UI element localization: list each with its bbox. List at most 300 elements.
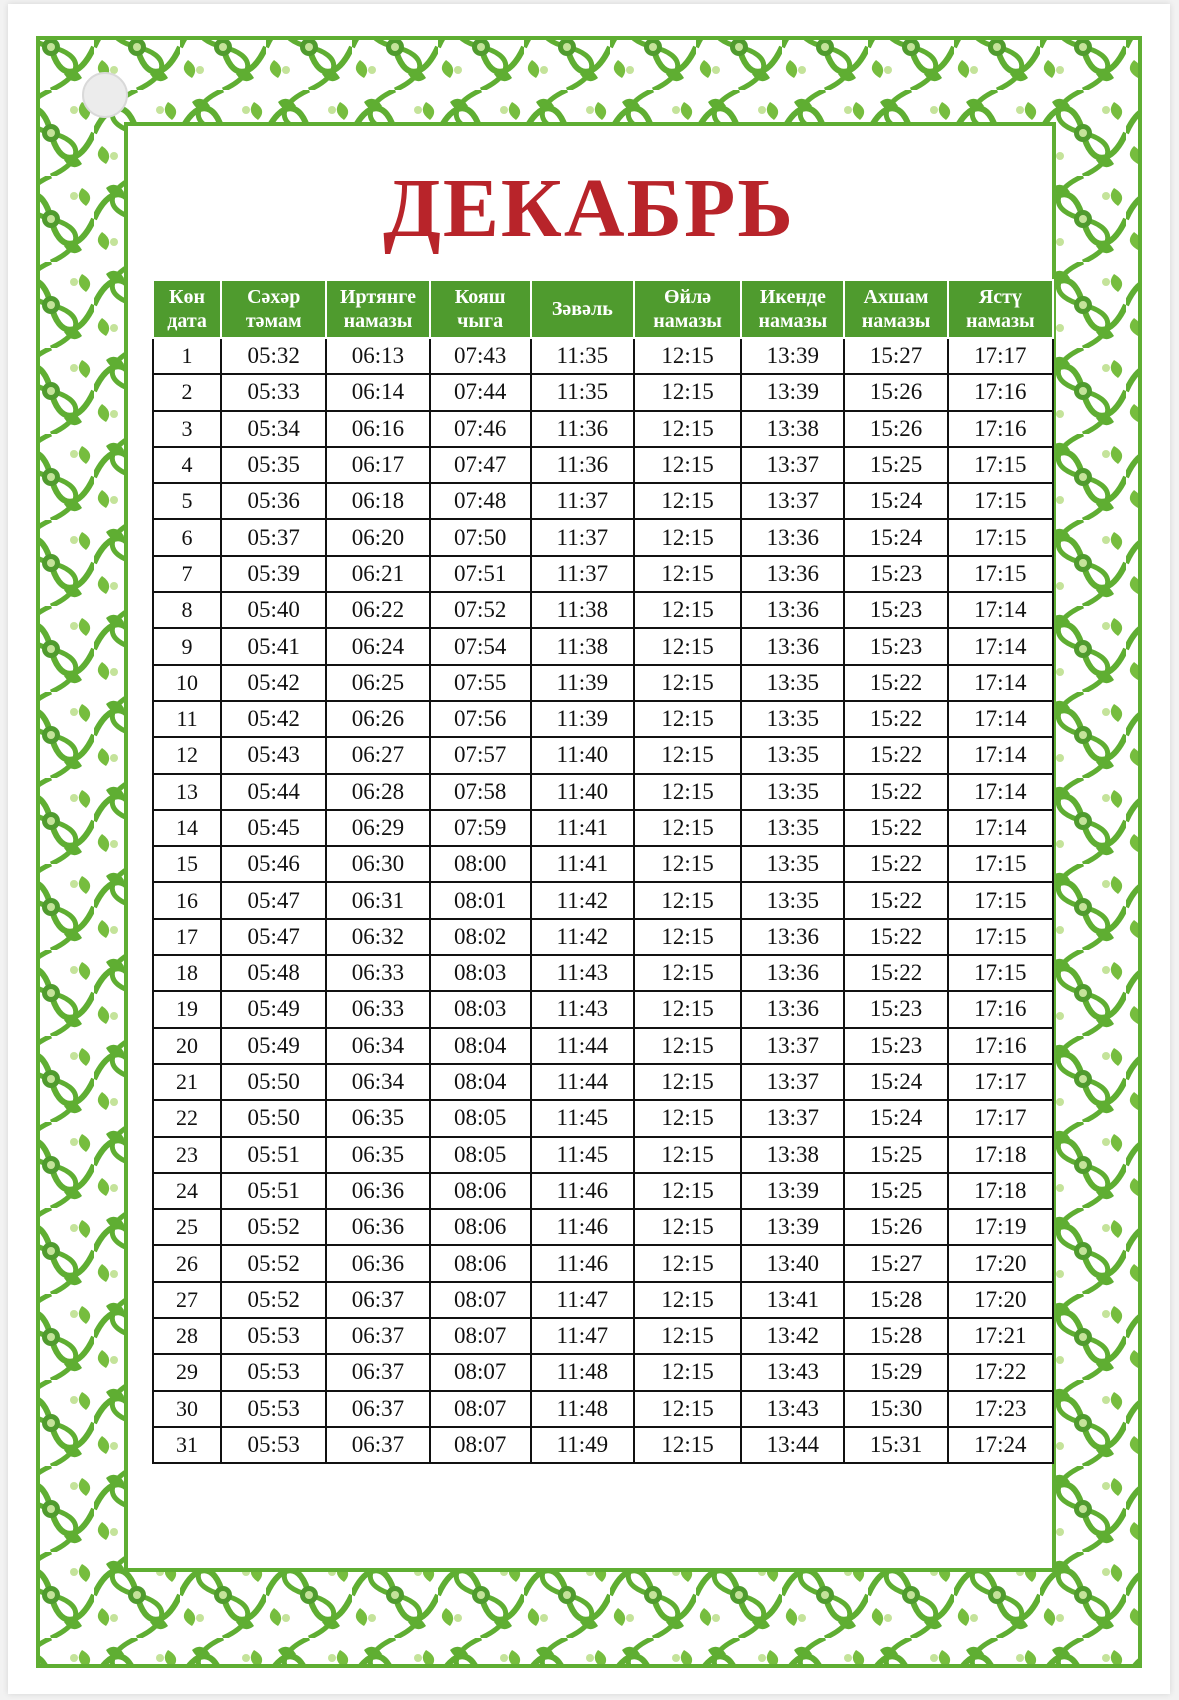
cell-yastu: 17:22	[948, 1354, 1053, 1390]
cell-ikende: 13:35	[741, 882, 844, 918]
cell-sahar: 05:51	[221, 1137, 326, 1173]
table-row	[153, 846, 1053, 882]
cell-ikende: 13:39	[741, 1173, 844, 1209]
cell-day: 31	[153, 1427, 221, 1463]
cell-yastu: 17:15	[948, 519, 1053, 555]
cell-zavel: 11:41	[531, 846, 634, 882]
cell-akhsham: 15:22	[844, 774, 947, 810]
cell-oyle: 12:15	[634, 1391, 741, 1427]
cell-day: 14	[153, 810, 221, 846]
cell-sahar: 05:37	[221, 519, 326, 555]
header-line: Ахшам	[863, 286, 929, 308]
cell-yastu: 17:15	[948, 919, 1053, 955]
cell-oyle: 12:15	[634, 955, 741, 991]
cell-yastu: 17:14	[948, 810, 1053, 846]
cell-yastu: 17:14	[948, 737, 1053, 773]
cell-sahar: 05:47	[221, 919, 326, 955]
header-line: намазы	[861, 310, 931, 332]
table-row	[153, 519, 1053, 555]
cell-yastu: 17:14	[948, 774, 1053, 810]
table-row	[153, 1391, 1053, 1427]
cell-ikende: 13:36	[741, 991, 844, 1027]
header-line: Иртянге	[339, 286, 416, 308]
cell-sahar: 05:48	[221, 955, 326, 991]
cell-irtyange: 06:22	[326, 592, 429, 628]
cell-akhsham: 15:25	[844, 1173, 947, 1209]
table-row	[153, 1318, 1053, 1354]
cell-sahar: 05:43	[221, 737, 326, 773]
cell-zavel: 11:39	[531, 701, 634, 737]
cell-akhsham: 15:24	[844, 483, 947, 519]
cell-yastu: 17:14	[948, 701, 1053, 737]
cell-koyash: 08:03	[430, 955, 531, 991]
cell-ikende: 13:44	[741, 1427, 844, 1463]
cell-oyle: 12:15	[634, 1427, 741, 1463]
table-row	[153, 628, 1053, 664]
cell-irtyange: 06:25	[326, 665, 429, 701]
cell-yastu: 17:20	[948, 1245, 1053, 1281]
cell-koyash: 08:05	[430, 1100, 531, 1136]
cell-koyash: 07:57	[430, 737, 531, 773]
cell-oyle: 12:15	[634, 810, 741, 846]
table-row	[153, 665, 1053, 701]
cell-sahar: 05:53	[221, 1318, 326, 1354]
header-zavel	[531, 280, 634, 338]
cell-irtyange: 06:36	[326, 1209, 429, 1245]
header-line: тәмам	[245, 310, 302, 332]
cell-yastu: 17:16	[948, 1028, 1053, 1064]
cell-ikende: 13:37	[741, 483, 844, 519]
cell-yastu: 17:18	[948, 1137, 1053, 1173]
cell-ikende: 13:39	[741, 1209, 844, 1245]
header-line: намазы	[653, 310, 722, 332]
cell-akhsham: 15:26	[844, 1209, 947, 1245]
cell-yastu: 17:21	[948, 1318, 1053, 1354]
cell-sahar: 05:40	[221, 592, 326, 628]
cell-ikende: 13:35	[741, 810, 844, 846]
cell-zavel: 11:48	[531, 1354, 634, 1390]
table-row	[153, 810, 1053, 846]
cell-irtyange: 06:13	[326, 338, 429, 374]
cell-yastu: 17:23	[948, 1391, 1053, 1427]
cell-koyash: 08:06	[430, 1245, 531, 1281]
cell-akhsham: 15:25	[844, 447, 947, 483]
cell-zavel: 11:38	[531, 592, 634, 628]
cell-ikende: 13:36	[741, 628, 844, 664]
cell-irtyange: 06:37	[326, 1318, 429, 1354]
header-line: Зәвәль	[551, 298, 613, 320]
table-row	[153, 955, 1053, 991]
cell-zavel: 11:38	[531, 628, 634, 664]
cell-day: 24	[153, 1173, 221, 1209]
cell-akhsham: 15:28	[844, 1318, 947, 1354]
cell-koyash: 08:02	[430, 919, 531, 955]
cell-ikende: 13:37	[741, 1028, 844, 1064]
prayer-times-table	[152, 279, 1054, 1464]
cell-yastu: 17:16	[948, 411, 1053, 447]
cell-oyle: 12:15	[634, 846, 741, 882]
cell-oyle: 12:15	[634, 411, 741, 447]
cell-akhsham: 15:23	[844, 628, 947, 664]
cell-yastu: 17:14	[948, 628, 1053, 664]
header-day	[153, 280, 221, 338]
cell-sahar: 05:52	[221, 1282, 326, 1318]
cell-koyash: 07:56	[430, 701, 531, 737]
cell-akhsham: 15:27	[844, 1245, 947, 1281]
cell-ikende: 13:36	[741, 919, 844, 955]
cell-koyash: 07:47	[430, 447, 531, 483]
cell-day: 23	[153, 1137, 221, 1173]
cell-koyash: 07:58	[430, 774, 531, 810]
cell-irtyange: 06:24	[326, 628, 429, 664]
cell-ikende: 13:35	[741, 737, 844, 773]
cell-oyle: 12:15	[634, 1282, 741, 1318]
cell-day: 7	[153, 556, 221, 592]
cell-akhsham: 15:27	[844, 338, 947, 374]
cell-yastu: 17:15	[948, 882, 1053, 918]
cell-koyash: 08:04	[430, 1028, 531, 1064]
cell-irtyange: 06:14	[326, 374, 429, 410]
cell-ikende: 13:37	[741, 1064, 844, 1100]
cell-irtyange: 06:35	[326, 1100, 429, 1136]
table-row	[153, 374, 1053, 410]
cell-sahar: 05:52	[221, 1245, 326, 1281]
cell-oyle: 12:15	[634, 1354, 741, 1390]
table-row	[153, 483, 1053, 519]
header-line: намазы	[965, 310, 1035, 332]
cell-zavel: 11:37	[531, 519, 634, 555]
cell-oyle: 12:15	[634, 556, 741, 592]
cell-zavel: 11:47	[531, 1282, 634, 1318]
cell-koyash: 07:44	[430, 374, 531, 410]
cell-koyash: 07:54	[430, 628, 531, 664]
cell-zavel: 11:49	[531, 1427, 634, 1463]
cell-ikende: 13:36	[741, 955, 844, 991]
cell-day: 20	[153, 1028, 221, 1064]
prayer-times-table-wrapper	[152, 279, 1054, 1464]
cell-koyash: 07:43	[430, 338, 531, 374]
cell-akhsham: 15:22	[844, 665, 947, 701]
cell-yastu: 17:17	[948, 338, 1053, 374]
cell-akhsham: 15:26	[844, 411, 947, 447]
cell-irtyange: 06:30	[326, 846, 429, 882]
cell-zavel: 11:46	[531, 1209, 634, 1245]
cell-yastu: 17:16	[948, 374, 1053, 410]
cell-zavel: 11:41	[531, 810, 634, 846]
cell-zavel: 11:45	[531, 1137, 634, 1173]
cell-sahar: 05:49	[221, 1028, 326, 1064]
cell-irtyange: 06:33	[326, 991, 429, 1027]
header-line: Сәхәр	[247, 286, 301, 308]
cell-irtyange: 06:37	[326, 1282, 429, 1318]
cell-irtyange: 06:34	[326, 1064, 429, 1100]
cell-ikende: 13:35	[741, 701, 844, 737]
table-row	[153, 701, 1053, 737]
cell-ikende: 13:36	[741, 592, 844, 628]
table-row	[153, 1100, 1053, 1136]
cell-sahar: 05:50	[221, 1064, 326, 1100]
cell-oyle: 12:15	[634, 338, 741, 374]
cell-zavel: 11:42	[531, 919, 634, 955]
cell-oyle: 12:15	[634, 447, 741, 483]
cell-ikende: 13:42	[741, 1318, 844, 1354]
cell-oyle: 12:15	[634, 774, 741, 810]
cell-koyash: 08:06	[430, 1209, 531, 1245]
cell-koyash: 08:03	[430, 991, 531, 1027]
table-row	[153, 1173, 1053, 1209]
cell-ikende: 13:35	[741, 774, 844, 810]
cell-irtyange: 06:37	[326, 1427, 429, 1463]
cell-zavel: 11:42	[531, 882, 634, 918]
cell-irtyange: 06:36	[326, 1245, 429, 1281]
cell-sahar: 05:53	[221, 1354, 326, 1390]
cell-zavel: 11:40	[531, 737, 634, 773]
cell-zavel: 11:35	[531, 338, 634, 374]
cell-day: 26	[153, 1245, 221, 1281]
table-row	[153, 447, 1053, 483]
cell-koyash: 08:07	[430, 1354, 531, 1390]
cell-yastu: 17:18	[948, 1173, 1053, 1209]
cell-irtyange: 06:17	[326, 447, 429, 483]
cell-koyash: 08:05	[430, 1137, 531, 1173]
cell-day: 25	[153, 1209, 221, 1245]
cell-yastu: 17:20	[948, 1282, 1053, 1318]
table-row	[153, 1427, 1053, 1463]
cell-sahar: 05:50	[221, 1100, 326, 1136]
cell-ikende: 13:36	[741, 556, 844, 592]
cell-irtyange: 06:33	[326, 955, 429, 991]
cell-oyle: 12:15	[634, 483, 741, 519]
cell-akhsham: 15:24	[844, 1064, 947, 1100]
cell-day: 22	[153, 1100, 221, 1136]
cell-zavel: 11:35	[531, 374, 634, 410]
cell-yastu: 17:19	[948, 1209, 1053, 1245]
cell-oyle: 12:15	[634, 991, 741, 1027]
cell-zavel: 11:44	[531, 1064, 634, 1100]
cell-sahar: 05:34	[221, 411, 326, 447]
cell-sahar: 05:41	[221, 628, 326, 664]
cell-sahar: 05:49	[221, 991, 326, 1027]
cell-day: 4	[153, 447, 221, 483]
cell-day: 27	[153, 1282, 221, 1318]
cell-irtyange: 06:20	[326, 519, 429, 555]
table-row	[153, 1245, 1053, 1281]
cell-sahar: 05:51	[221, 1173, 326, 1209]
cell-irtyange: 06:37	[326, 1391, 429, 1427]
cell-oyle: 12:15	[634, 919, 741, 955]
cell-irtyange: 06:36	[326, 1173, 429, 1209]
cell-ikende: 13:36	[741, 519, 844, 555]
cell-koyash: 07:52	[430, 592, 531, 628]
cell-oyle: 12:15	[634, 1028, 741, 1064]
cell-koyash: 08:07	[430, 1318, 531, 1354]
cell-oyle: 12:15	[634, 628, 741, 664]
cell-koyash: 07:46	[430, 411, 531, 447]
table-row	[153, 1028, 1053, 1064]
header-akhsham	[844, 280, 947, 338]
cell-day: 30	[153, 1391, 221, 1427]
cell-akhsham: 15:22	[844, 701, 947, 737]
cell-akhsham: 15:29	[844, 1354, 947, 1390]
cell-irtyange: 06:28	[326, 774, 429, 810]
cell-akhsham: 15:26	[844, 374, 947, 410]
cell-sahar: 05:36	[221, 483, 326, 519]
cell-zavel: 11:46	[531, 1245, 634, 1281]
cell-zavel: 11:43	[531, 955, 634, 991]
cell-zavel: 11:40	[531, 774, 634, 810]
cell-oyle: 12:15	[634, 665, 741, 701]
cell-ikende: 13:38	[741, 411, 844, 447]
table-row	[153, 1137, 1053, 1173]
cell-sahar: 05:32	[221, 338, 326, 374]
cell-irtyange: 06:34	[326, 1028, 429, 1064]
cell-day: 3	[153, 411, 221, 447]
cell-sahar: 05:39	[221, 556, 326, 592]
cell-ikende: 13:40	[741, 1245, 844, 1281]
cell-akhsham: 15:24	[844, 1100, 947, 1136]
header-line: Кояш	[454, 286, 506, 308]
table-row	[153, 1064, 1053, 1100]
cell-sahar: 05:45	[221, 810, 326, 846]
header-line: чыга	[457, 310, 504, 332]
cell-irtyange: 06:32	[326, 919, 429, 955]
cell-koyash: 08:01	[430, 882, 531, 918]
cell-oyle: 12:15	[634, 519, 741, 555]
cell-ikende: 13:39	[741, 374, 844, 410]
cell-zavel: 11:44	[531, 1028, 634, 1064]
table-row	[153, 338, 1053, 374]
header-ikende	[741, 280, 844, 338]
header-row	[153, 280, 1053, 338]
cell-irtyange: 06:37	[326, 1354, 429, 1390]
table-row	[153, 592, 1053, 628]
cell-day: 15	[153, 846, 221, 882]
cell-irtyange: 06:29	[326, 810, 429, 846]
cell-oyle: 12:15	[634, 701, 741, 737]
cell-sahar: 05:52	[221, 1209, 326, 1245]
table-row	[153, 882, 1053, 918]
cell-sahar: 05:47	[221, 882, 326, 918]
cell-day: 10	[153, 665, 221, 701]
cell-yastu: 17:14	[948, 592, 1053, 628]
cell-koyash: 07:50	[430, 519, 531, 555]
table-row	[153, 1354, 1053, 1390]
binder-hole	[82, 72, 128, 118]
cell-akhsham: 15:22	[844, 846, 947, 882]
cell-day: 19	[153, 991, 221, 1027]
cell-oyle: 12:15	[634, 1137, 741, 1173]
table-row	[153, 774, 1053, 810]
table-row	[153, 1282, 1053, 1318]
cell-yastu: 17:17	[948, 1064, 1053, 1100]
cell-yastu: 17:15	[948, 556, 1053, 592]
cell-akhsham: 15:28	[844, 1282, 947, 1318]
cell-ikende: 13:37	[741, 447, 844, 483]
cell-koyash: 08:07	[430, 1391, 531, 1427]
cell-akhsham: 15:22	[844, 810, 947, 846]
cell-day: 6	[153, 519, 221, 555]
cell-day: 9	[153, 628, 221, 664]
cell-koyash: 07:51	[430, 556, 531, 592]
cell-day: 16	[153, 882, 221, 918]
cell-sahar: 05:42	[221, 701, 326, 737]
cell-akhsham: 15:22	[844, 737, 947, 773]
cell-akhsham: 15:25	[844, 1137, 947, 1173]
cell-akhsham: 15:23	[844, 592, 947, 628]
cell-ikende: 13:37	[741, 1100, 844, 1136]
cell-yastu: 17:15	[948, 955, 1053, 991]
cell-oyle: 12:15	[634, 1318, 741, 1354]
cell-yastu: 17:16	[948, 991, 1053, 1027]
cell-koyash: 08:07	[430, 1427, 531, 1463]
cell-irtyange: 06:21	[326, 556, 429, 592]
cell-day: 29	[153, 1354, 221, 1390]
header-line: Ястү	[978, 286, 1022, 308]
header-irtyange	[326, 280, 429, 338]
table-row	[153, 556, 1053, 592]
table-row	[153, 991, 1053, 1027]
cell-oyle: 12:15	[634, 1173, 741, 1209]
page-title: ДЕКАБРЬ	[383, 162, 795, 255]
cell-zavel: 11:39	[531, 665, 634, 701]
cell-koyash: 08:07	[430, 1282, 531, 1318]
cell-koyash: 08:06	[430, 1173, 531, 1209]
cell-zavel: 11:43	[531, 991, 634, 1027]
header-sahar	[221, 280, 326, 338]
cell-ikende: 13:35	[741, 665, 844, 701]
cell-day: 2	[153, 374, 221, 410]
cell-oyle: 12:15	[634, 1245, 741, 1281]
cell-day: 21	[153, 1064, 221, 1100]
cell-zavel: 11:45	[531, 1100, 634, 1136]
cell-akhsham: 15:24	[844, 519, 947, 555]
cell-oyle: 12:15	[634, 737, 741, 773]
cell-zavel: 11:48	[531, 1391, 634, 1427]
header-koyash	[430, 280, 531, 338]
table-row	[153, 737, 1053, 773]
header-line: Икенде	[759, 286, 826, 308]
cell-day: 28	[153, 1318, 221, 1354]
cell-koyash: 08:04	[430, 1064, 531, 1100]
cell-akhsham: 15:23	[844, 991, 947, 1027]
cell-oyle: 12:15	[634, 1064, 741, 1100]
cell-zavel: 11:36	[531, 411, 634, 447]
cell-akhsham: 15:22	[844, 882, 947, 918]
cell-zavel: 11:36	[531, 447, 634, 483]
cell-ikende: 13:41	[741, 1282, 844, 1318]
cell-irtyange: 06:35	[326, 1137, 429, 1173]
cell-oyle: 12:15	[634, 1100, 741, 1136]
cell-sahar: 05:35	[221, 447, 326, 483]
cell-ikende: 13:38	[741, 1137, 844, 1173]
cell-koyash: 07:59	[430, 810, 531, 846]
cell-yastu: 17:15	[948, 447, 1053, 483]
header-oyle	[634, 280, 741, 338]
cell-sahar: 05:42	[221, 665, 326, 701]
cell-oyle: 12:15	[634, 1209, 741, 1245]
cell-irtyange: 06:31	[326, 882, 429, 918]
cell-irtyange: 06:26	[326, 701, 429, 737]
cell-koyash: 07:55	[430, 665, 531, 701]
cell-sahar: 05:46	[221, 846, 326, 882]
header-line: дата	[167, 310, 207, 332]
cell-zavel: 11:46	[531, 1173, 634, 1209]
cell-koyash: 08:00	[430, 846, 531, 882]
cell-sahar: 05:53	[221, 1391, 326, 1427]
table-row	[153, 919, 1053, 955]
cell-day: 12	[153, 737, 221, 773]
cell-day: 17	[153, 919, 221, 955]
